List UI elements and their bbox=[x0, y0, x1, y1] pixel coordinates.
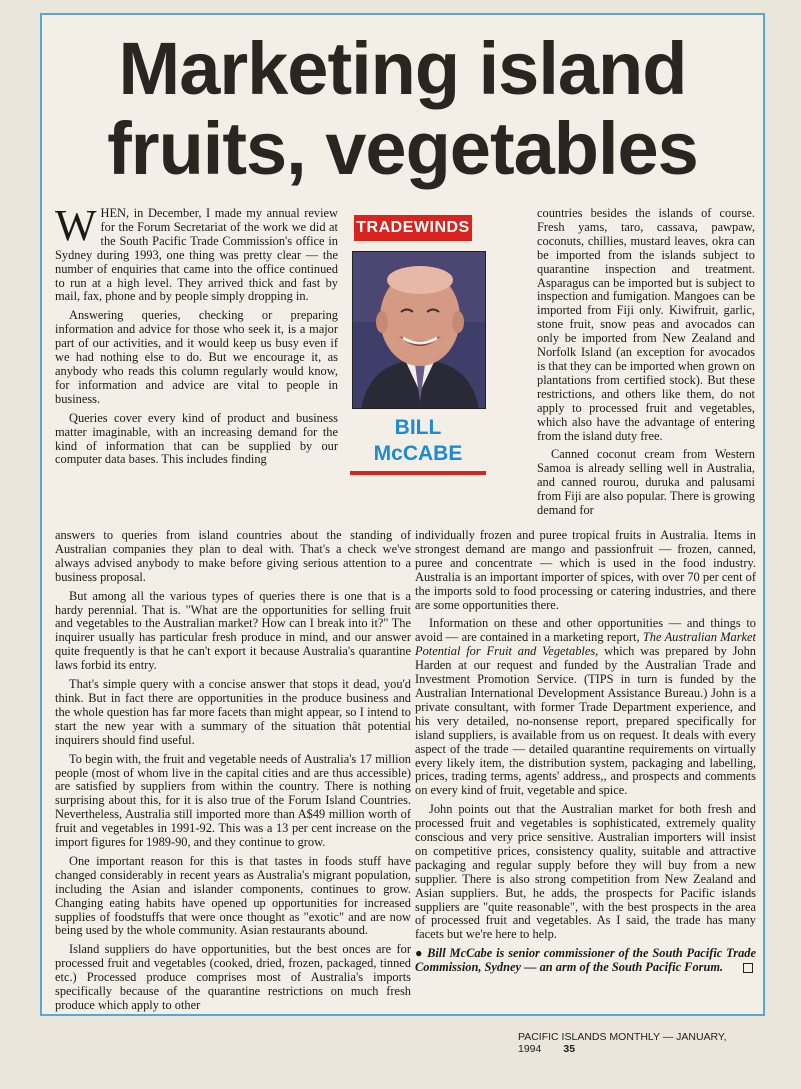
columnist-photo bbox=[352, 251, 486, 409]
column-bottom-right bbox=[415, 529, 756, 980]
column-left bbox=[55, 201, 338, 472]
paragraph-2: Answering queries, checking or preparing information and advice for those who seek it, is a major part of our activities, and it would keep us busy even if we had nothing else to do. But we encourage it, as anybody who reads this column regularly would know, for information and advice are vital to people in business. bbox=[55, 308, 338, 406]
paragraph-1-text: HEN, in December, I made my annual review for the Forum Secretariat of the work we did at the South Pacific Trade Commission's office in Sydney during 1993, one thing was pretty clear — the number of enquiries that came into the office continued to run at a high level. They arrived thick and fast by mail, fax, phone and by people simply dropping in. bbox=[55, 206, 338, 304]
paragraph-8: Island suppliers do have opportunities, but the best onces are for processed fruit and vegetables (cooked, dried, frozen, packaged, tinned etc.) Processed produce comprises most of Australia's imports specifically because of the quarantine restrictions on much fresh produce which apply to other bbox=[55, 942, 411, 1012]
end-mark-icon bbox=[743, 963, 753, 973]
columnist-name bbox=[348, 415, 488, 467]
paragraph-r3-pre: Information on these and other opportunities — and things to avoid — are contained in a marketing report, bbox=[415, 616, 756, 645]
page-footer bbox=[518, 1031, 778, 1055]
headline-line-1: Marketing island bbox=[118, 27, 687, 110]
column-bottom-left bbox=[55, 529, 411, 1016]
byline-last-name: McCABE bbox=[373, 442, 463, 465]
publication-line: PACIFIC ISLANDS MONTHLY — JANUARY, 1994 bbox=[518, 1031, 727, 1055]
paragraph-3a: Queries cover every kind of product and business matter imaginable, with an increasing demand for the kind of information that can be supplied by our computer data bases. This includes finding bbox=[55, 410, 338, 467]
paragraph-r3 bbox=[415, 617, 756, 798]
page-number: 35 bbox=[563, 1043, 576, 1055]
paragraph-7: One important reason for this is that tastes in foods stuff have changed considerably in recent years as Australia's migrant population, including the Asian and islander components, continues to grow. Changing eating habits have opened up opportunities for increased supplies of foodstuffs that were once thought as "exotic" and are now being used by the whole community. Asian restaurants abound. bbox=[55, 853, 411, 938]
paragraph-r4: John points out that the Australian market for both fresh and processed fruit and vegetables is sophisticated, extremely quality conscious and very price sensitive. Australian importers will insist on competitive prices, consistency quality, suitable and attractive packaging and regular supply before they will buy from a new supplier. There is also strong competition from New Zealand and Asian suppliers. But, he adds, the prospects for Pacific islands suppliers are "quite reasonable", with the best prospects in the area of processed fruit and vegetables. As I said, the trade has many facets but we're here to help. bbox=[415, 802, 756, 942]
paragraph-4: But among all the various types of queries there is one that is a hardy perennial. That is. "What are the opportunities for selling fruit and vegetables to the Australian market? How can I break into it?" The inquirer usually has particular fresh produce in mind, and our answer quite frequently is that he can't export it because Australia's quarantine laws forbid its entry. bbox=[55, 588, 411, 673]
headline bbox=[42, 29, 763, 189]
author-footnote bbox=[415, 947, 756, 975]
article-frame bbox=[40, 13, 765, 1016]
paragraph-5: That's simple query with a concise answer that stops it dead, you'd think. But in fact there are opportunities in the produce business and the whole question has far more facets than might appear, so I intend to start the new year with a summary of the situation thât potential inquirers should find useful. bbox=[55, 677, 411, 747]
report-title: The Australian Market Potential for Fruit and Vegetables bbox=[415, 630, 756, 659]
dropcap: W bbox=[55, 201, 97, 250]
paragraph-r1: countries besides the islands of course. Fresh yams, taro, cassava, pawpaw, coconuts, chillies, mustard leaves, okra can be imported from the islands subject to quarantine inspection and treatment. Asparagus can be imported but is subject to inspection and fumigation. Mangoes can be imported from Fiji only. Kiwifruit, garlic, stone fruit, snow peas and avocados can only be imported from New Zealand and Norfolk Island (an exception for avocados is that they can be imported when grown on plantations from certified stock). But these restrictions, and others like them, do not apply to processed fruit and vegetables, which also have the advantage of entering from the island duty free. bbox=[537, 206, 755, 443]
author-footnote-text: ● Bill McCabe is senior commissioner of the South Pacific Trade Commission, Sydney — an arm of the South Pacific Forum. bbox=[415, 946, 756, 975]
tradewinds-badge: TRADEWINDS bbox=[354, 215, 472, 241]
paragraph-1 bbox=[55, 201, 338, 304]
paragraph-6: To begin with, the fruit and vegetable needs of Australia's 17 million people (most of whom live in the capital cities and are thus accessible) are satisfied by suppliers from within the country. There is nothing surprising about this, for it is also true of the Forum Island Countries. Nevertheless, Australia still imported more than A$49 million worth of fruit and vegetables in 1991-92. This was a 13 per cent increase on the import figures for 1989-90, and they continue to grow. bbox=[55, 751, 411, 850]
byline-first-name: BILL bbox=[394, 416, 442, 439]
paragraph-r3-post: , which was prepared by John Harden at our request and funded by the Australian Trade and Investment Promotion Service. (TIPS in turn is funded by the Australian International Development Assistance Bureau.) John is a private consultant, with former Trade Department experience, and his very detailed, no-nonsense report, prepared specifically for island suppliers, is available from us on request. It deals with every aspect of the trade — detailed quarantine requirements on virtually every likely item, the distribution system, packaging and labelling, prices, trading terms, agents' address,, and prospects and comments on every kind of fruit, vegetable and spice. bbox=[415, 644, 756, 798]
column-right bbox=[537, 207, 755, 523]
byline-rule bbox=[350, 471, 486, 475]
paragraph-3b: answers to queries from island countries about the standing of Australian companies they plan to deal with. That's a check we've always advised anybody to make before giving serious attention to a business proposal. bbox=[55, 528, 411, 584]
portrait-image bbox=[353, 252, 486, 409]
paragraph-r2a: Canned coconut cream from Western Samoa is already selling well in Australia, and canned rourou, duruka and palusami from Fiji are also popular. There is growing demand for bbox=[537, 447, 755, 518]
columnist-sidebar bbox=[348, 207, 493, 497]
paragraph-r2b: individually frozen and puree tropical fruits in Australia. Items in strongest demand are mango and passionfruit — frozen, canned, puree and concentrate — which is used in the food industry. Australia is an important importer of spices, with over 70 per cent of the imports sold to food processing or catering industries, and there are some opportunities there. bbox=[415, 528, 756, 612]
headline-line-2: fruits, vegetables bbox=[107, 107, 698, 190]
